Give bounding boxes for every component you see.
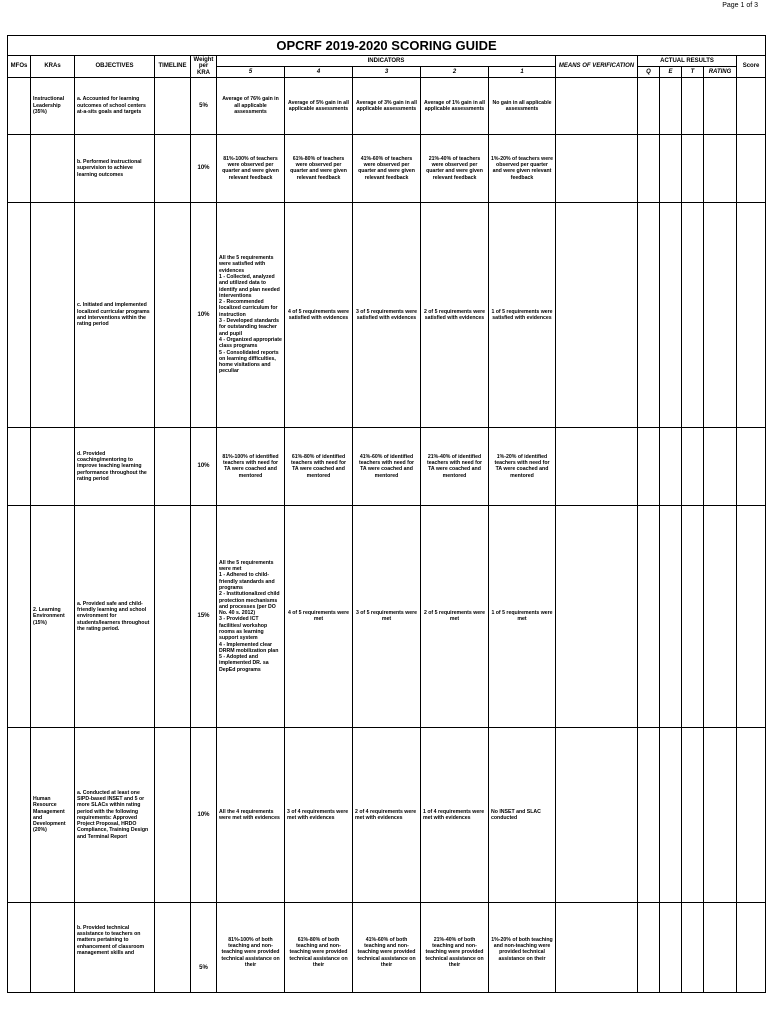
kra-cell: Instructional Leadership (35%) — [31, 77, 75, 134]
indicator-4-cell: 61%-80% of both teaching and non-teaching were provided technical assistance on their — [285, 902, 353, 992]
kra-cell — [31, 202, 75, 427]
kra-cell: Human Resource Management and Development (20%) — [31, 727, 75, 902]
table-row — [8, 902, 766, 992]
objective-cell: b. Provided technical assistance to teachers on matters pertaining to enhancement of classroom management skills and — [75, 902, 155, 992]
header-scale-5: 5 — [217, 66, 285, 77]
weight-cell: 5% — [191, 902, 217, 992]
rating-cell — [704, 902, 737, 992]
table-row — [8, 505, 766, 727]
header-weight: Weight per KRA — [191, 56, 217, 78]
score-cell — [737, 505, 766, 727]
header-scale-4: 4 — [285, 66, 353, 77]
indicator-4-cell: 4 of 5 requirements were satisfied with evidences — [285, 202, 353, 427]
score-cell — [737, 134, 766, 202]
indicator-1-cell: No gain in all applicable assessments — [489, 77, 556, 134]
t-cell — [682, 202, 704, 427]
mov-cell — [556, 134, 638, 202]
objective-cell: a. Conducted at least one SIPD-based INSET and 5 or more SLACs within rating period with the following requirements: Approved Project Proposal, HRDO Compliance, Training Design and Terminal Report — [75, 727, 155, 902]
weight-cell: 10% — [191, 202, 217, 427]
q-cell — [638, 427, 660, 505]
mov-cell — [556, 727, 638, 902]
mov-cell — [556, 505, 638, 727]
indicator-3-cell: 41%-60% of teachers were observed per quarter and were given relevant feedback — [353, 134, 421, 202]
mov-cell — [556, 427, 638, 505]
rating-cell — [704, 427, 737, 505]
header-scale-2: 2 — [421, 66, 489, 77]
header-q: Q — [638, 66, 660, 77]
t-cell — [682, 727, 704, 902]
kra-cell — [31, 427, 75, 505]
table-row — [8, 134, 766, 202]
header-score: Score — [737, 56, 766, 78]
indicator-5-cell: All the 5 requirements were satisfied with evidences 1 - Collected, analyzed and utilized data to identify and plan needed interventions 2 - Recommended localized curriculum for instruction 3 - Developed standards for outstanding teacher and pupil 4 - Organized appropriate class programs 5 - Consolidated reports on learning difficulties, home visitations and peculiar — [217, 202, 285, 427]
weight-cell: 15% — [191, 505, 217, 727]
mfo-cell — [8, 902, 31, 992]
page-number: Page 1 of 3 — [722, 2, 758, 9]
rating-cell — [704, 77, 737, 134]
q-cell — [638, 902, 660, 992]
q-cell — [638, 134, 660, 202]
objective-cell: b. Performed instructional supervision to achieve learning outcomes — [75, 134, 155, 202]
mov-cell — [556, 77, 638, 134]
timeline-cell — [155, 427, 191, 505]
table-row — [8, 727, 766, 902]
score-cell — [737, 427, 766, 505]
indicator-5-cell: All the 5 requirements were met 1 - Adhered to child-friendly standards and programs 2 - Institutionalized child protection mechanisms and processes (per DO No. 40 s. 2012) 3 - Provided ICT facilities/ workshop rooms as learning support system 4 - Implemented clear DRRM mobilization plan 5 - Adopted and implemented DR. sa DepEd programs — [217, 505, 285, 727]
indicator-3-cell: 41%-60% of both teaching and non-teaching were provided technical assistance on their — [353, 902, 421, 992]
indicator-2-cell: 21%-40% of both teaching and non-teaching were provided technical assistance on their — [421, 902, 489, 992]
header-means-of-verification: MEANS OF VERIFICATION — [556, 56, 638, 78]
indicator-2-cell: 21%-40% of teachers were observed per quarter and were given relevant feedback — [421, 134, 489, 202]
indicator-2-cell: Average of 1% gain in all applicable assessments — [421, 77, 489, 134]
timeline-cell — [155, 505, 191, 727]
rating-cell — [704, 505, 737, 727]
q-cell — [638, 202, 660, 427]
objective-cell: c. Initiated and implemented localized curricular programs and interventions within the rating period — [75, 202, 155, 427]
mov-cell — [556, 902, 638, 992]
mfo-cell — [8, 427, 31, 505]
header-scale-3: 3 — [353, 66, 421, 77]
objective-cell: a. Accounted for learning outcomes of school centers at-a-sits goals and targets — [75, 77, 155, 134]
mfo-cell — [8, 727, 31, 902]
indicator-3-cell: Average of 3% gain in all applicable assessments — [353, 77, 421, 134]
t-cell — [682, 134, 704, 202]
indicator-4-cell: 4 of 5 requirements were met — [285, 505, 353, 727]
header-rating: RATING — [704, 66, 737, 77]
indicator-2-cell: 2 of 5 requirements were satisfied with evidences — [421, 202, 489, 427]
timeline-cell — [155, 202, 191, 427]
score-cell — [737, 202, 766, 427]
weight-cell: 10% — [191, 727, 217, 902]
kra-cell — [31, 902, 75, 992]
indicator-5-cell: 81%-100% of identified teachers with need for TA were coached and mentored — [217, 427, 285, 505]
timeline-cell — [155, 77, 191, 134]
table-row — [8, 77, 766, 134]
q-cell — [638, 727, 660, 902]
timeline-cell — [155, 727, 191, 902]
weight-cell: 10% — [191, 427, 217, 505]
table-row — [8, 427, 766, 505]
t-cell — [682, 77, 704, 134]
e-cell — [660, 202, 682, 427]
objective-cell: d. Provided coaching/mentoring to improve teaching learning performance throughout the rating period — [75, 427, 155, 505]
t-cell — [682, 427, 704, 505]
header-e: E — [660, 66, 682, 77]
timeline-cell — [155, 134, 191, 202]
indicator-5-cell: Average of 76% gain in all applicable assessments — [217, 77, 285, 134]
indicator-3-cell: 41%-60% of identified teachers with need for TA were coached and mentored — [353, 427, 421, 505]
indicator-4-cell: 3 of 4 requirements were met with evidences — [285, 727, 353, 902]
header-timeline: TIMELINE — [155, 56, 191, 78]
rating-cell — [704, 134, 737, 202]
indicator-1-cell: 1 of 5 requirements were satisfied with evidences — [489, 202, 556, 427]
indicator-1-cell: 1%-20% of identified teachers with need for TA were coached and mentored — [489, 427, 556, 505]
indicator-3-cell: 2 of 4 requirements were met with evidences — [353, 727, 421, 902]
document-title: OPCRF 2019-2020 SCORING GUIDE — [8, 36, 766, 56]
e-cell — [660, 77, 682, 134]
indicator-5-cell: 81%-100% of both teaching and non-teaching were provided technical assistance on their — [217, 902, 285, 992]
indicator-2-cell: 2 of 5 requirements were met — [421, 505, 489, 727]
indicator-1-cell: No INSET and SLAC conducted — [489, 727, 556, 902]
header-objectives: OBJECTIVES — [75, 56, 155, 78]
rating-cell — [704, 727, 737, 902]
mfo-cell — [8, 202, 31, 427]
header-actual-results: ACTUAL RESULTS — [638, 56, 737, 67]
mfo-cell — [8, 505, 31, 727]
scoring-guide-table-container — [7, 35, 765, 971]
e-cell — [660, 427, 682, 505]
t-cell — [682, 505, 704, 727]
q-cell — [638, 505, 660, 727]
indicator-5-cell: All the 4 requirements were met with evidences — [217, 727, 285, 902]
mfo-cell — [8, 77, 31, 134]
objective-cell: a. Provided safe and child-friendly learning and school environment for students/learners throughout the rating period. — [75, 505, 155, 727]
indicator-2-cell: 21%-40% of identified teachers with need for TA were coached and mentored — [421, 427, 489, 505]
indicator-3-cell: 3 of 5 requirements were met — [353, 505, 421, 727]
score-cell — [737, 77, 766, 134]
header-t: T — [682, 66, 704, 77]
mov-cell — [556, 202, 638, 427]
weight-cell: 10% — [191, 134, 217, 202]
table-row — [8, 202, 766, 427]
e-cell — [660, 505, 682, 727]
e-cell — [660, 902, 682, 992]
rating-cell — [704, 202, 737, 427]
indicator-1-cell: 1 of 5 requirements were met — [489, 505, 556, 727]
timeline-cell — [155, 902, 191, 992]
weight-cell: 5% — [191, 77, 217, 134]
indicator-3-cell: 3 of 5 requirements were satisfied with evidences — [353, 202, 421, 427]
indicator-4-cell: 61%-80% of identified teachers with need for TA were coached and mentored — [285, 427, 353, 505]
kra-cell: 2. Learning Environment (15%) — [31, 505, 75, 727]
score-cell — [737, 902, 766, 992]
kra-cell — [31, 134, 75, 202]
indicator-5-cell: 81%-100% of teachers were observed per quarter and were given relevant feedback — [217, 134, 285, 202]
indicator-1-cell: 1%-20% of teachers were observed per quarter and were given relevant feedback — [489, 134, 556, 202]
header-indicators: INDICATORS — [217, 56, 556, 67]
header-mfos: MFOs — [8, 56, 31, 78]
header-scale-1: 1 — [489, 66, 556, 77]
header-kras: KRAs — [31, 56, 75, 78]
mfo-cell — [8, 134, 31, 202]
indicator-2-cell: 1 of 4 requirements were met with evidences — [421, 727, 489, 902]
indicator-4-cell: 61%-80% of teachers were observed per quarter and were given relevant feedback — [285, 134, 353, 202]
q-cell — [638, 77, 660, 134]
indicator-1-cell: 1%-20% of both teaching and non-teaching were provided technical assistance on their — [489, 902, 556, 992]
e-cell — [660, 727, 682, 902]
e-cell — [660, 134, 682, 202]
score-cell — [737, 727, 766, 902]
t-cell — [682, 902, 704, 992]
scoring-guide-table — [7, 35, 766, 993]
indicator-4-cell: Average of 5% gain in all applicable assessments — [285, 77, 353, 134]
